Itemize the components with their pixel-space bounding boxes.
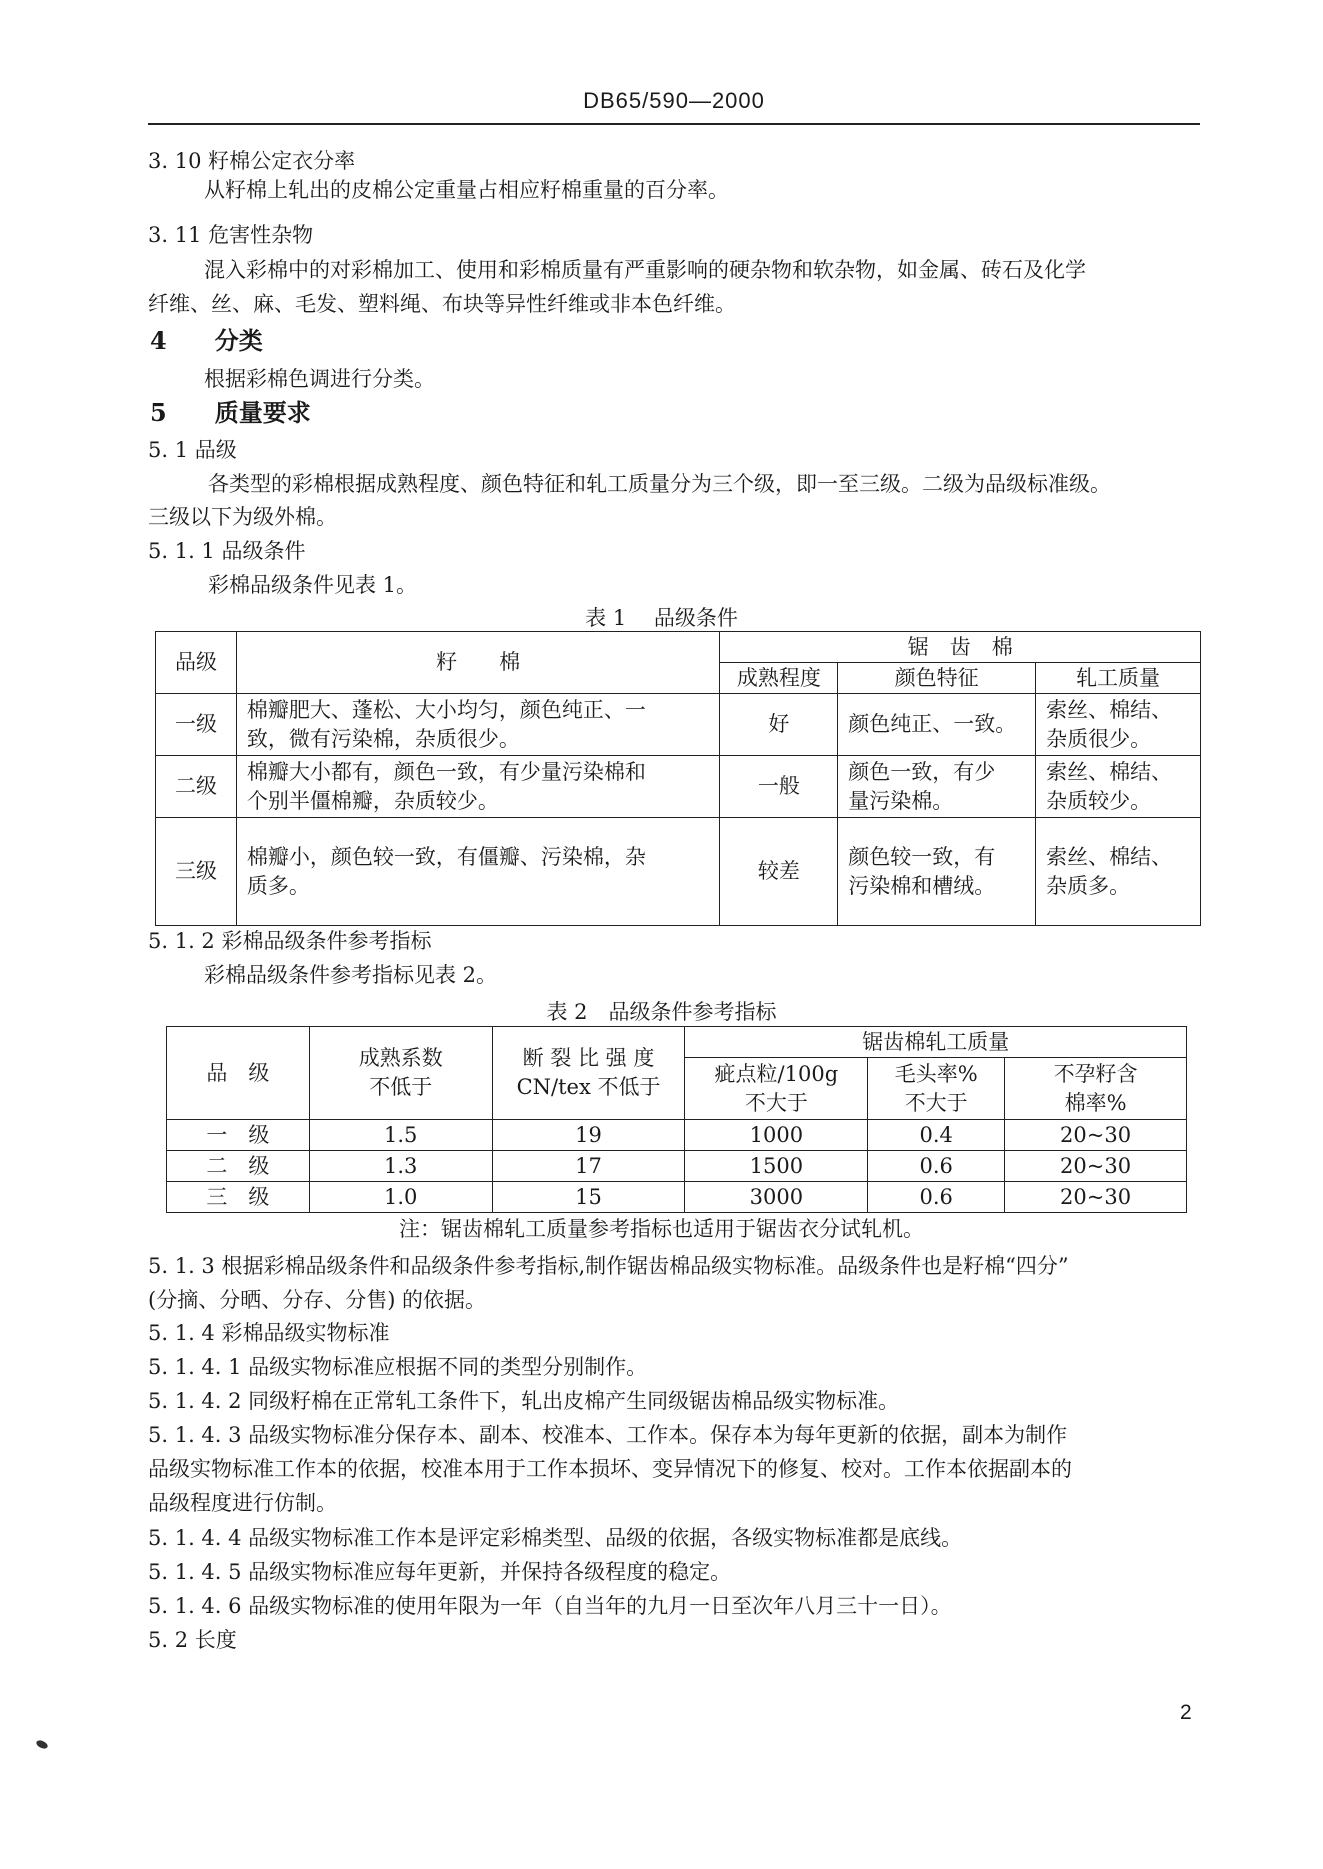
clause-3-10-text: 从籽棉上轧出的皮棉公定重量占相应籽棉重量的百分率。 bbox=[204, 178, 729, 202]
clause-5-1-2-text: 彩棉品级条件参考指标见表 2。 bbox=[204, 963, 498, 987]
table2-cell-maturity: 1.5 bbox=[309, 1120, 492, 1151]
table2-head-maturity bbox=[309, 1027, 492, 1120]
table1-cell-color-line: 颜色较一致，有 bbox=[848, 844, 996, 869]
table2-row bbox=[167, 1120, 1187, 1151]
clause-5-1-4-3-cont2: 品级程度进行仿制。 bbox=[148, 1491, 337, 1515]
table1-cell-seed-line: 棉瓣小，颜色较一致，有僵瓣、污染棉，杂 bbox=[246, 844, 646, 869]
table1-cell-ginning bbox=[1036, 756, 1201, 818]
table1-cell-ginning bbox=[1036, 818, 1201, 926]
table2-cell-strength: 19 bbox=[492, 1120, 685, 1151]
clause-5-1-3-text-cont: (分摘、分晒、分存、分售) 的依据。 bbox=[148, 1288, 487, 1312]
clause-5-2-title: 5. 2 长度 bbox=[148, 1628, 237, 1652]
table2-head-neps bbox=[685, 1058, 868, 1120]
table1-cell-ginning-line: 杂质较少。 bbox=[1046, 788, 1152, 813]
clause-5-1-2-title: 5. 1. 2 彩棉品级条件参考指标 bbox=[148, 929, 432, 953]
table2-head-neps-line: 疵点粒/100g bbox=[714, 1061, 839, 1086]
table2-cell-neps: 1500 bbox=[685, 1151, 868, 1182]
table2-cell-seedless: 20~30 bbox=[1005, 1182, 1187, 1213]
table1-cell-grade: 一级 bbox=[156, 694, 237, 756]
table1-cell-ginning-line: 索丝、棉结、 bbox=[1046, 697, 1173, 722]
table2-head-seedless-line: 不孕籽含 bbox=[1053, 1061, 1138, 1086]
table1-cell-seed bbox=[236, 756, 719, 818]
table1-cell-ginning bbox=[1036, 694, 1201, 756]
table2-head-strength-line: 断 裂 比 强 度 bbox=[522, 1046, 655, 1070]
table2-cell-maturity: 1.3 bbox=[309, 1151, 492, 1182]
clause-3-10-title: 3. 10 籽棉公定衣分率 bbox=[148, 149, 356, 173]
table1-cell-ginning-line: 杂质多。 bbox=[1046, 873, 1131, 898]
table1-cell-ginning-line: 索丝、棉结、 bbox=[1046, 844, 1173, 869]
table1-cell-color-line: 量污染棉。 bbox=[848, 788, 954, 813]
table2-head-maturity-line: 成熟系数 bbox=[358, 1046, 443, 1070]
table2-row bbox=[167, 1182, 1187, 1213]
table2-head-grade: 品 级 bbox=[167, 1027, 310, 1120]
table2-cell-grade: 一 级 bbox=[167, 1120, 310, 1151]
table2-head-strength bbox=[492, 1027, 685, 1120]
table1-cell-seed-line: 棉瓣大小都有，颜色一致，有少量污染棉和 bbox=[246, 759, 646, 784]
table2-head-maturity-line: 不低于 bbox=[369, 1075, 433, 1099]
table2-cell-strength: 15 bbox=[492, 1182, 685, 1213]
document-code: DB65/590—2000 bbox=[583, 88, 765, 113]
clause-5-1-4-3-cont: 品级实物标准工作本的依据，校准本用于工作本损坏、变异情况下的修复、校对。工作本依据副本的 bbox=[148, 1457, 1072, 1481]
table1-cell-seed-line: 质多。 bbox=[246, 873, 310, 898]
table1-cell-color bbox=[838, 818, 1036, 926]
table2-head-seedless-line: 棉率% bbox=[1064, 1090, 1127, 1115]
table2-cell-hair: 0.6 bbox=[868, 1151, 1005, 1182]
clause-5-1-4-1: 5. 1. 4. 1 品级实物标准应根据不同的类型分别制作。 bbox=[148, 1355, 648, 1379]
clause-5-1-text-cont: 三级以下为级外棉。 bbox=[148, 505, 337, 529]
section-4-heading: 4 分类 bbox=[150, 326, 263, 355]
table1-row bbox=[156, 818, 1201, 926]
table2-cell-neps: 3000 bbox=[685, 1182, 868, 1213]
page-number: 2 bbox=[1180, 1701, 1192, 1724]
table1-cell-seed bbox=[236, 694, 719, 756]
table2-head-neps-line: 不大于 bbox=[744, 1090, 808, 1115]
table1-cell-color bbox=[838, 694, 1036, 756]
clause-5-1-4-4: 5. 1. 4. 4 品级实物标准工作本是评定彩棉类型、品级的依据，各级实物标准都是底线。 bbox=[148, 1526, 963, 1550]
table2-cell-maturity: 1.0 bbox=[309, 1182, 492, 1213]
table2-note: 注：锯齿棉轧工质量参考指标也适用于锯齿衣分试轧机。 bbox=[399, 1217, 924, 1241]
table2-cell-grade: 二 级 bbox=[167, 1151, 310, 1182]
table2-caption: 表 2 品级条件参考指标 bbox=[546, 1000, 777, 1024]
table1-head-seed-cotton: 籽 棉 bbox=[236, 632, 719, 694]
clause-5-1-4-5: 5. 1. 4. 5 品级实物标准应每年更新，并保持各级程度的稳定。 bbox=[148, 1560, 732, 1584]
table2-cell-seedless: 20~30 bbox=[1005, 1151, 1187, 1182]
table1-cell-ginning-line: 索丝、棉结、 bbox=[1046, 759, 1173, 784]
clause-3-11-text-cont: 纤维、丝、麻、毛发、塑料绳、布块等异性纤维或非本色纤维。 bbox=[148, 292, 736, 316]
table1-cell-seed-line: 棉瓣肥大、蓬松、大小均匀，颜色纯正、一 bbox=[246, 697, 646, 722]
table2-cell-hair: 0.4 bbox=[868, 1120, 1005, 1151]
table1-cell-ginning-line: 杂质很少。 bbox=[1046, 726, 1152, 751]
clause-5-1-title: 5. 1 品级 bbox=[148, 438, 237, 462]
table2-head-ginning-group: 锯齿棉轧工质量 bbox=[685, 1027, 1187, 1058]
table1-cell-seed-line: 致，微有污染棉，杂质很少。 bbox=[246, 726, 520, 751]
table2-head-hair-line: 不大于 bbox=[904, 1090, 968, 1115]
table1-head-ginning: 轧工质量 bbox=[1036, 663, 1201, 694]
table1-head-grade: 品级 bbox=[156, 632, 237, 694]
table2 bbox=[166, 1026, 1187, 1213]
table1-cell-color bbox=[838, 756, 1036, 818]
clause-5-1-1-text: 彩棉品级条件见表 1。 bbox=[208, 573, 418, 597]
table2-cell-strength: 17 bbox=[492, 1151, 685, 1182]
table2-head-hair bbox=[868, 1058, 1005, 1120]
table2-head-strength-line: CN/tex 不低于 bbox=[516, 1075, 661, 1099]
clause-5-1-4-2: 5. 1. 4. 2 同级籽棉在正常轧工条件下，轧出皮棉产生同级锯齿棉品级实物标准。 bbox=[148, 1389, 900, 1413]
clause-5-1-1-title: 5. 1. 1 品级条件 bbox=[148, 539, 306, 563]
table1-cell-color-line: 颜色纯正、一致。 bbox=[848, 712, 1017, 736]
table1-head-color: 颜色特征 bbox=[838, 663, 1036, 694]
scan-speck bbox=[35, 1739, 49, 1750]
table2-cell-hair: 0.6 bbox=[868, 1182, 1005, 1213]
table1-row bbox=[156, 756, 1201, 818]
table1-cell-color-line: 颜色一致，有少 bbox=[848, 759, 996, 784]
table1-caption: 表 1 品级条件 bbox=[585, 606, 738, 630]
clause-5-1-3-text: 5. 1. 3 根据彩棉品级条件和品级条件参考指标,制作锯齿棉品级实物标准。品级条件也是籽棉“四分” bbox=[148, 1254, 1069, 1278]
clause-5-1-4-title: 5. 1. 4 彩棉品级实物标准 bbox=[148, 1321, 390, 1345]
table2-head-seedless bbox=[1005, 1058, 1187, 1120]
table1-cell-seed bbox=[236, 818, 719, 926]
clause-3-11-text: 混入彩棉中的对彩棉加工、使用和彩棉质量有严重影响的硬杂物和软杂物，如金属、砖石及化学 bbox=[204, 258, 1086, 282]
table2-cell-seedless: 20~30 bbox=[1005, 1120, 1187, 1151]
table2-cell-neps: 1000 bbox=[685, 1120, 868, 1151]
table1-head-saw-cotton: 锯 齿 棉 bbox=[720, 632, 1201, 663]
clause-5-1-text: 各类型的彩棉根据成熟程度、颜色特征和轧工质量分为三个级，即一至三级。二级为品级标准级。 bbox=[208, 472, 1111, 496]
clause-3-11-title: 3. 11 危害性杂物 bbox=[148, 223, 314, 247]
clause-5-1-4-3: 5. 1. 4. 3 品级实物标准分保存本、副本、校准本、工作本。保存本为每年更新的依据，副本为制作 bbox=[148, 1423, 1068, 1447]
table1-row bbox=[156, 694, 1201, 756]
table2-cell-grade: 三 级 bbox=[167, 1182, 310, 1213]
table1-cell-grade: 二级 bbox=[156, 756, 237, 818]
table1-cell-grade: 三级 bbox=[156, 818, 237, 926]
table1-cell-seed-line: 个别半僵棉瓣，杂质较少。 bbox=[246, 788, 499, 813]
table1-cell-maturity: 好 bbox=[720, 694, 838, 756]
table2-row bbox=[167, 1151, 1187, 1182]
section-4-text: 根据彩棉色调进行分类。 bbox=[204, 367, 435, 391]
table1-cell-maturity: 较差 bbox=[720, 818, 838, 926]
table1-cell-maturity: 一般 bbox=[720, 756, 838, 818]
table1 bbox=[155, 631, 1201, 926]
clause-5-1-4-6: 5. 1. 4. 6 品级实物标准的使用年限为一年（自当年的九月一日至次年八月三十一日）。 bbox=[148, 1594, 952, 1618]
table1-head-maturity: 成熟程度 bbox=[720, 663, 838, 694]
section-5-heading: 5 质量要求 bbox=[150, 398, 311, 427]
table1-cell-color-line: 污染棉和槽绒。 bbox=[848, 873, 996, 898]
table2-head-hair-line: 毛头率% bbox=[894, 1061, 978, 1086]
header-rule bbox=[148, 123, 1200, 125]
